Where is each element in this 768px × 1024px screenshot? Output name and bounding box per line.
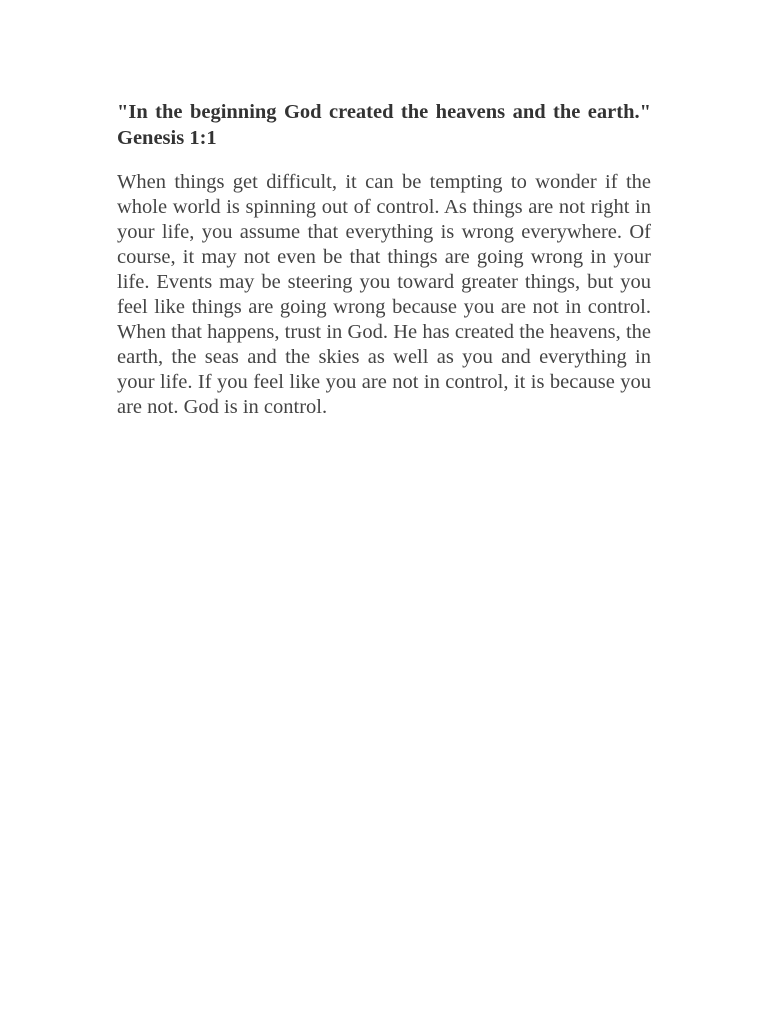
document-content	[117, 100, 651, 420]
body-paragraph: When things get difficult, it can be tempting to wonder if the whole world is spinning out of control. As things are not right in your life, you assume that everything is wrong everywhere. Of course, it may not even be that things are going wrong in your life. Events may be steering you toward greater things, but you feel like things are going wrong because you are not in control. When that happens, trust in God. He has created the heavens, the earth, the seas and the skies as well as you and everything in your life. If you feel like you are not in control, it is because you are not. God is in control.	[117, 171, 651, 418]
scripture-verse: "In the beginning God created the heavens and the earth." Genesis 1:1	[117, 101, 651, 149]
